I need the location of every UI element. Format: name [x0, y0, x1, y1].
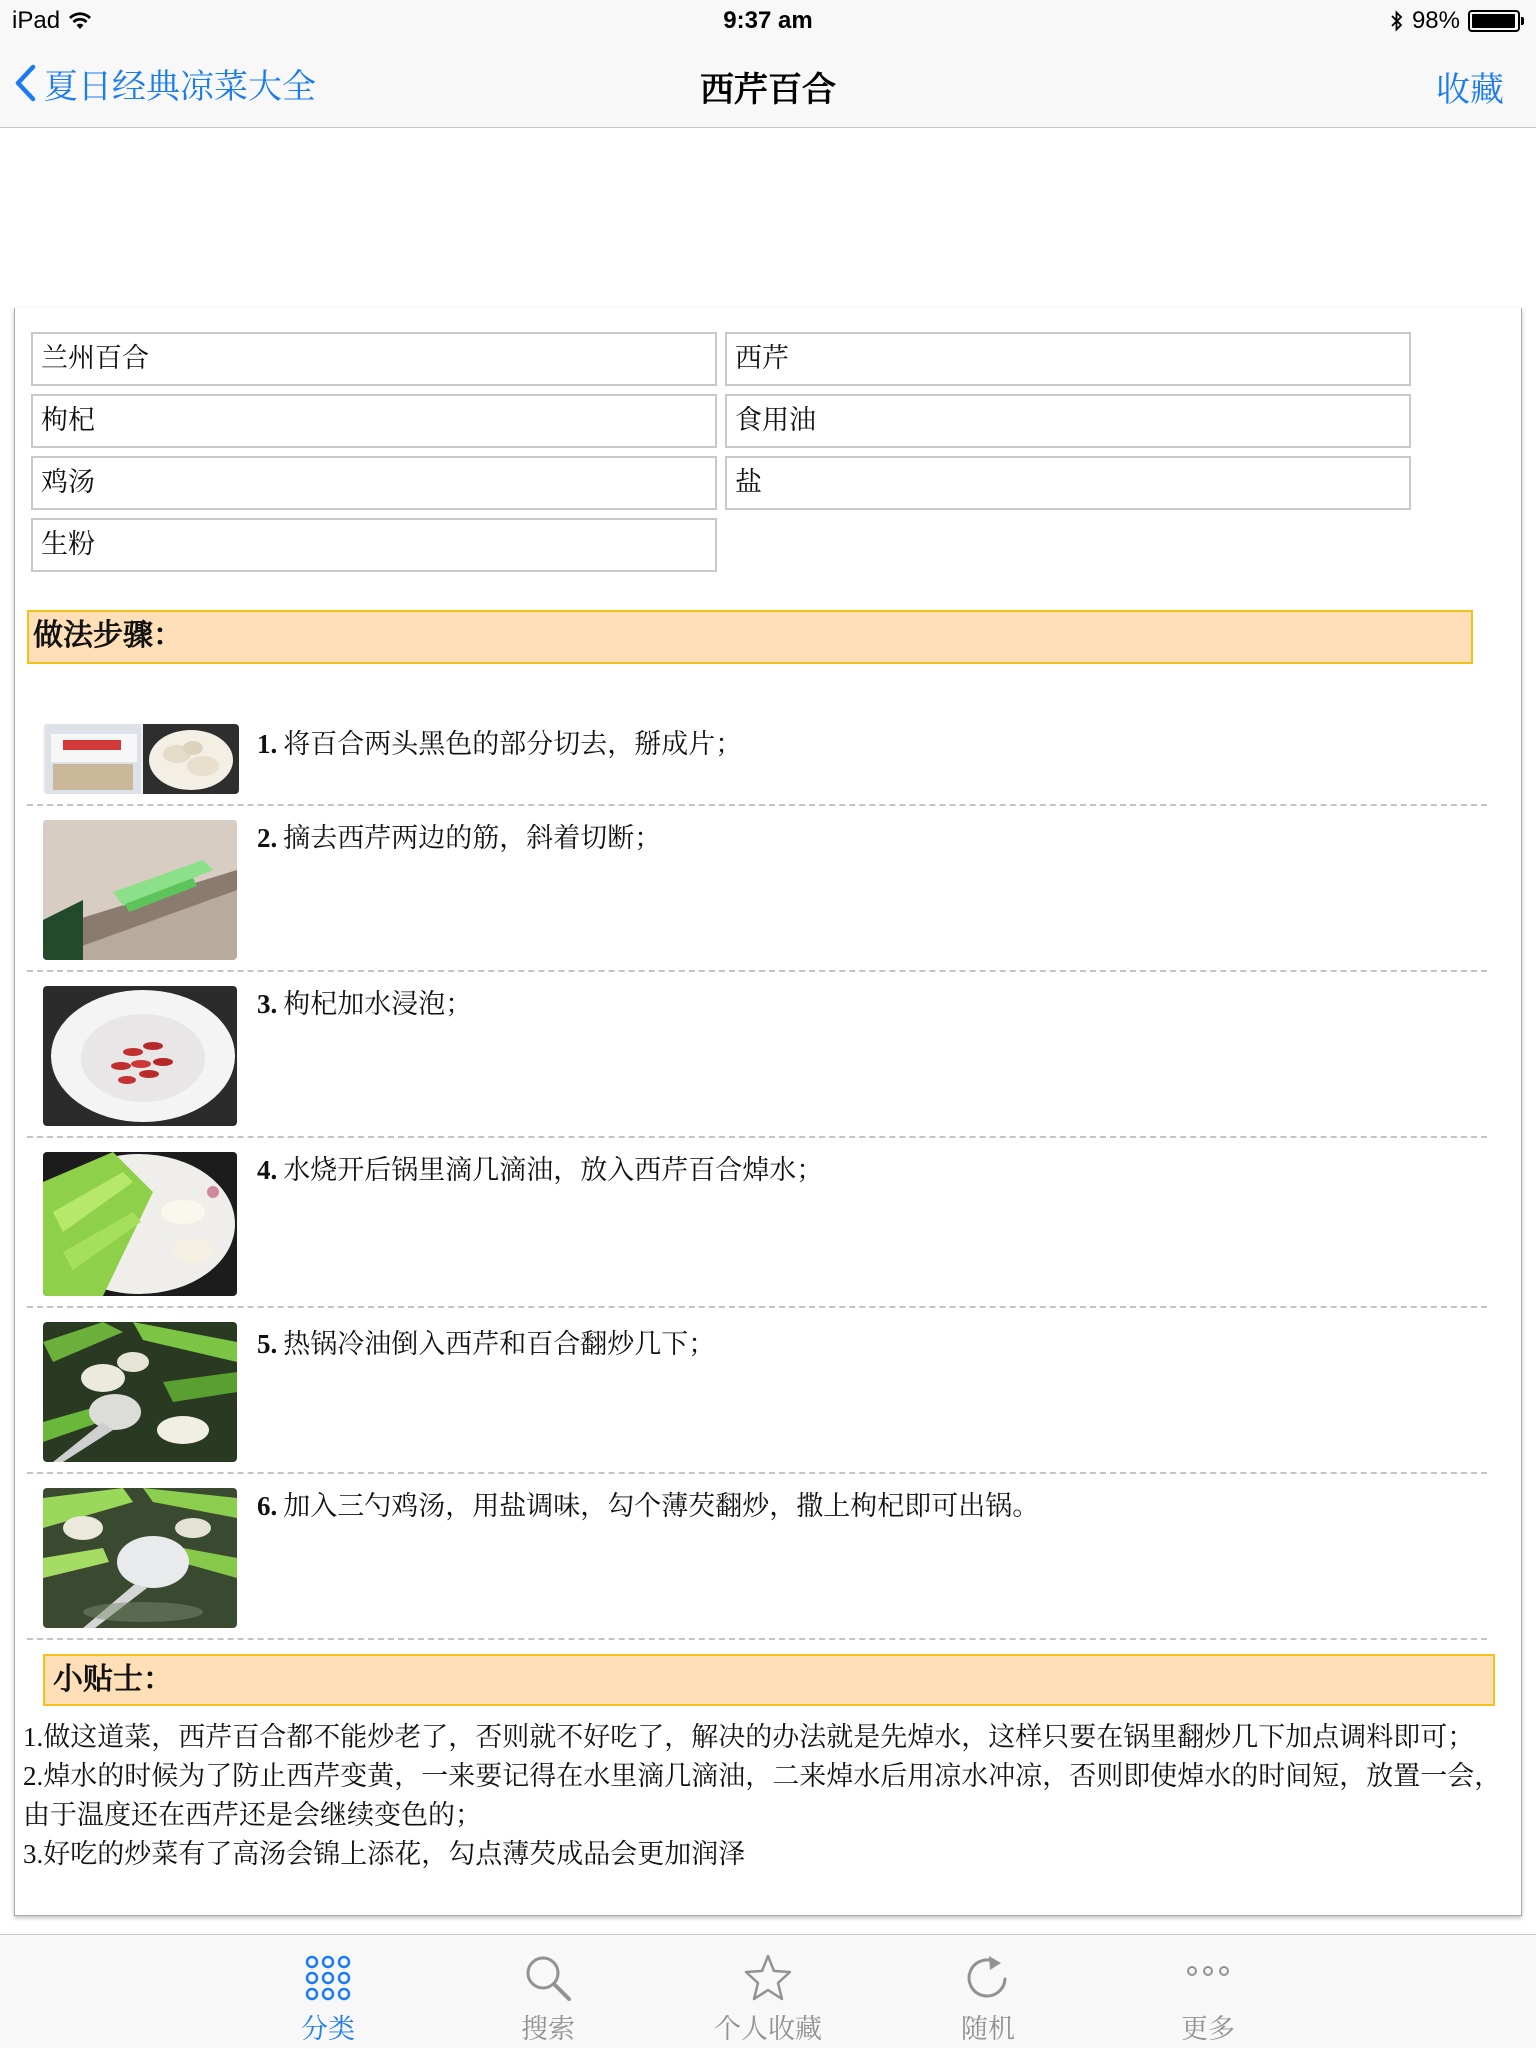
ingredient-cell: 鸡汤 [31, 456, 717, 510]
step-text [257, 816, 661, 855]
ingredient-cell: 西芹 [725, 332, 1411, 386]
more-icon [1183, 1953, 1233, 2003]
step-text [257, 722, 742, 761]
step-item [27, 806, 1487, 972]
tab-label: 分类 [301, 2014, 355, 2045]
tab-label: 随机 [961, 2014, 1015, 2045]
tab-label: 更多 [1181, 2014, 1235, 2045]
ingredient-cell: 生粉 [31, 518, 717, 572]
tab-bar [0, 1934, 1536, 2048]
status-time: 9:37 am [723, 7, 813, 34]
step-item [27, 1474, 1487, 1640]
step-number: 1. [257, 729, 278, 759]
ingredient-cell: 枸杞 [31, 394, 717, 448]
ingredient-cell: 食用油 [725, 394, 1411, 448]
search-icon [523, 1953, 573, 2003]
grid-icon [303, 1953, 353, 2003]
step-description: 摘去西芹两边的筋，斜着切断； [283, 823, 662, 853]
tips-text [23, 1718, 1503, 1874]
step-text [257, 982, 472, 1021]
step-number: 3. [257, 989, 278, 1019]
step-description: 枸杞加水浸泡； [283, 989, 473, 1019]
step-item [27, 1308, 1487, 1474]
back-button-label: 夏日经典凉菜大全 [44, 66, 316, 107]
step-item [27, 1138, 1487, 1308]
step-description: 热锅冷油倒入西芹和百合翻炒几下； [283, 1329, 716, 1359]
step-number: 6. [257, 1491, 278, 1521]
tip-item: 2.焯水的时候为了防止西芹变黄，一来要记得在水里滴几滴油，二来焯水后用凉水冲凉，否则即使焯水的时间短，放置一会，由于温度还在西芹还是会继续变色的； [23, 1761, 1502, 1830]
tab-random[interactable] [878, 1935, 1098, 2049]
tip-item: 1.做这道菜，西芹百合都不能炒老了，否则就不好吃了，解决的办法就是先焯水，这样只要在锅里翻炒几下加点调料即可； [23, 1722, 1475, 1752]
step-text [257, 1148, 823, 1187]
page-title: 西芹百合 [700, 70, 836, 110]
tab-search[interactable] [438, 1935, 658, 2049]
step-number: 2. [257, 823, 278, 853]
favorite-button[interactable]: 收藏 [1436, 70, 1504, 110]
step-image-2 [43, 820, 237, 960]
bluetooth-icon [1390, 10, 1404, 32]
navigation-bar [0, 40, 1536, 128]
tab-favorites[interactable] [658, 1935, 878, 2049]
tip-item: 3.好吃的炒菜有了高汤会锦上添花，勾点薄芡成品会更加润泽 [23, 1839, 746, 1869]
ingredient-cell: 盐 [725, 456, 1411, 510]
tab-more[interactable] [1098, 1935, 1318, 2049]
status-bar [0, 0, 1536, 40]
step-description: 水烧开后锅里滴几滴油，放入西芹百合焯水； [283, 1155, 824, 1185]
step-image-5 [43, 1322, 237, 1462]
step-text [257, 1322, 715, 1361]
step-item [27, 972, 1487, 1138]
step-image-1 [43, 724, 239, 794]
step-image-4 [43, 1152, 237, 1296]
tab-label: 搜索 [521, 2014, 575, 2045]
step-item [27, 708, 1487, 806]
step-description: 将百合两头黑色的部分切去，掰成片； [283, 729, 743, 759]
steps-section-header: 做法步骤： [27, 610, 1473, 664]
step-image-6 [43, 1488, 237, 1628]
step-number: 5. [257, 1329, 278, 1359]
step-image-3 [43, 986, 237, 1126]
refresh-icon [963, 1953, 1013, 2003]
tab-category[interactable] [218, 1935, 438, 2049]
status-right [1390, 7, 1520, 35]
battery-icon [1468, 10, 1520, 32]
star-icon [743, 1953, 793, 2003]
step-number: 4. [257, 1155, 278, 1185]
tab-label: 个人收藏 [714, 2014, 822, 2045]
step-text [257, 1484, 1039, 1523]
ingredient-cell: 兰州百合 [31, 332, 717, 386]
battery-fill [1472, 14, 1515, 28]
tips-section-header: 小贴士： [43, 1654, 1495, 1706]
device-name: iPad [12, 7, 61, 34]
battery-percent: 98% [1411, 7, 1460, 34]
step-description: 加入三勺鸡汤，用盐调味，勾个薄芡翻炒，撒上枸杞即可出锅。 [283, 1491, 1040, 1521]
recipe-content[interactable] [14, 308, 1522, 1916]
